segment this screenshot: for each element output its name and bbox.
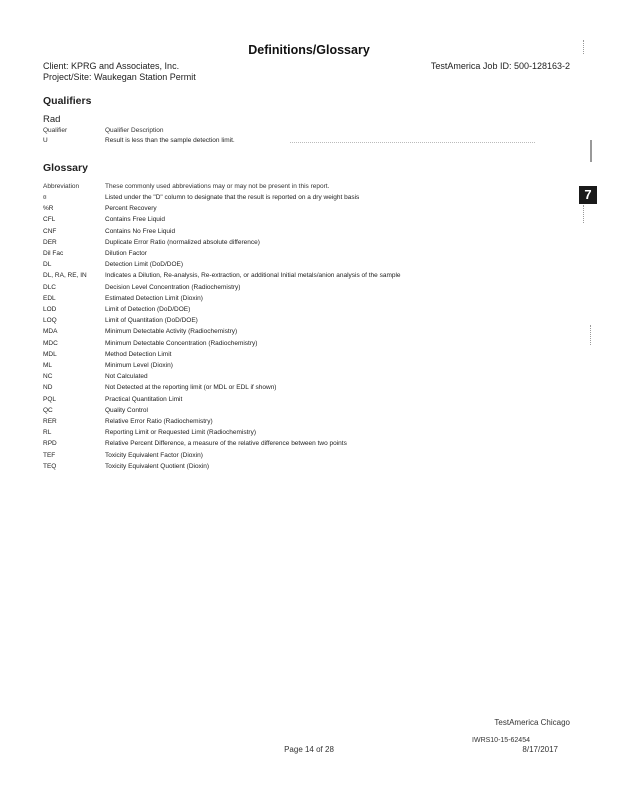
glossary-abbreviation: NC [43,373,53,381]
glossary-row [43,228,583,239]
glossary-description: Decision Level Concentration (Radiochemistry) [105,283,241,291]
glossary-abbreviation: ¤ [43,194,47,201]
glossary-abbreviation: RPD [43,440,57,448]
page-title: Definitions/Glossary [248,43,370,57]
dotted-rule [290,142,535,143]
glossary-row [43,295,583,306]
glossary-abbreviation: CNF [43,227,57,235]
glossary-abbreviation: TEF [43,451,56,459]
glossary-description: Percent Recovery [105,205,157,213]
glossary-description: Dilution Factor [105,250,147,257]
glossary-description: Listed under the "D" column to designate that the result is reported on a dry weight basis [105,194,360,201]
glossary-description: Contains Free Liquid [105,216,165,224]
glossary-abbreviation: LOQ [43,317,57,325]
glossary-row [43,452,583,463]
glossary-description: Reporting Limit or Requested Limit (Radiochemistry) [105,429,257,437]
glossary-row [43,306,583,317]
glossary-abbreviation: EDL [43,294,56,302]
scan-mark [583,40,594,54]
glossary-abbreviation: MDL [43,350,57,358]
glossary-description: Estimated Detection Limit (Dioxin) [105,294,203,302]
glossary-row [43,429,583,440]
glossary-description: Relative Percent Difference, a measure of the relative difference between two points [105,440,347,448]
glossary-abbreviation: DLC [43,283,57,291]
lab-name: TestAmerica Chicago [494,718,570,727]
glossary-abbreviation: DL, RA, RE, IN [43,272,87,280]
glossary-description: Method Detection Limit [105,350,172,358]
glossary-abbreviation: ND [43,384,53,392]
doc-code: IWRS10-15-62454 [472,737,530,744]
scan-mark [590,140,602,162]
glossary-abbreviation: DL [43,261,52,269]
abbreviation-column-header: Abbreviation [43,183,80,190]
glossary-row [43,239,583,250]
glossary-abbreviation: QC [43,406,53,414]
glossary-row [43,351,583,362]
glossary-row [43,384,583,395]
glossary-row [43,328,583,339]
glossary-row [43,340,583,351]
report-date: 8/17/2017 [522,745,558,754]
glossary-abbreviation: RER [43,418,57,425]
glossary-row [43,284,583,295]
glossary-description: Limit of Quantitation (DoD/DOE) [105,317,198,325]
glossary-row [43,440,583,451]
glossary-row [43,373,583,384]
glossary-description: Not Detected at the reporting limit (or MDL or EDL if shown) [105,384,277,392]
glossary-description: Limit of Detection (DoD/DOE) [105,306,191,313]
glossary-row [43,396,583,407]
glossary-row [43,362,583,373]
glossary-abbreviation: DER [43,238,57,246]
glossary-description: Contains No Free Liquid [105,227,176,235]
qualifier-code: U [43,137,48,144]
glossary-abbreviation: TEQ [43,462,57,470]
glossary-description: Not Calculated [105,373,148,381]
client-line: Client: KPRG and Associates, Inc. [43,61,180,71]
glossary-row [43,194,583,205]
glossary-row [43,261,583,272]
glossary-row [43,272,583,283]
glossary-row [43,463,583,474]
glossary-description: Indicates a Dilution, Re-analysis, Re-extraction, or additional Initial metals/anion analysis of the sample [105,272,401,280]
scan-mark [583,205,594,223]
glossary-description: Minimum Detectable Activity (Radiochemistry) [105,328,238,336]
glossary-abbreviation: LOD [43,306,57,313]
glossary-row [43,407,583,418]
scan-mark [590,325,601,345]
glossary-description: Quality Control [105,406,148,414]
rad-subheading: Rad [43,114,61,125]
qualifiers-heading: Qualifiers [43,95,92,107]
glossary-abbreviation: PQL [43,395,57,403]
glossary-description: Toxicity Equivalent Quotient (Dioxin) [105,462,210,470]
glossary-description: Minimum Level (Dioxin) [105,362,173,369]
glossary-abbreviation: Dil Fac [43,250,64,257]
glossary-abbreviation: ML [43,362,53,369]
glossary-abbreviation: MDC [43,339,58,347]
glossary-heading: Glossary [43,162,88,174]
glossary-row [43,205,583,216]
glossary-row [43,418,583,429]
project-line: Project/Site: Waukegan Station Permit [43,72,196,82]
glossary-description-header: These commonly used abbreviations may or may not be present in this report. [105,183,330,190]
page-number: Page 14 of 28 [284,745,334,754]
glossary-row [43,216,583,227]
qualifier-column-header: Qualifier [43,127,68,134]
glossary-description: Practical Quantitation Limit [105,395,183,403]
glossary-abbreviation: MDA [43,328,58,336]
qualifier-description: Result is less than the sample detection limit. [105,137,235,144]
job-id: TestAmerica Job ID: 500-128163-2 [430,61,570,71]
glossary-description: Relative Error Ratio (Radiochemistry) [105,418,213,425]
glossary-abbreviation: %R [43,205,54,213]
glossary-abbreviation: CFL [43,216,56,224]
glossary-description: Duplicate Error Ratio (normalized absolute difference) [105,238,260,246]
glossary-description: Toxicity Equivalent Factor (Dioxin) [105,451,203,459]
glossary-row [43,250,583,261]
glossary-row [43,317,583,328]
glossary-description: Minimum Detectable Concentration (Radiochemistry) [105,339,258,347]
section-tab: 7 [579,186,597,204]
qualifier-description-header: Qualifier Description [105,127,164,134]
glossary-abbreviation: RL [43,429,52,437]
glossary-description: Detection Limit (DoD/DOE) [105,261,184,269]
